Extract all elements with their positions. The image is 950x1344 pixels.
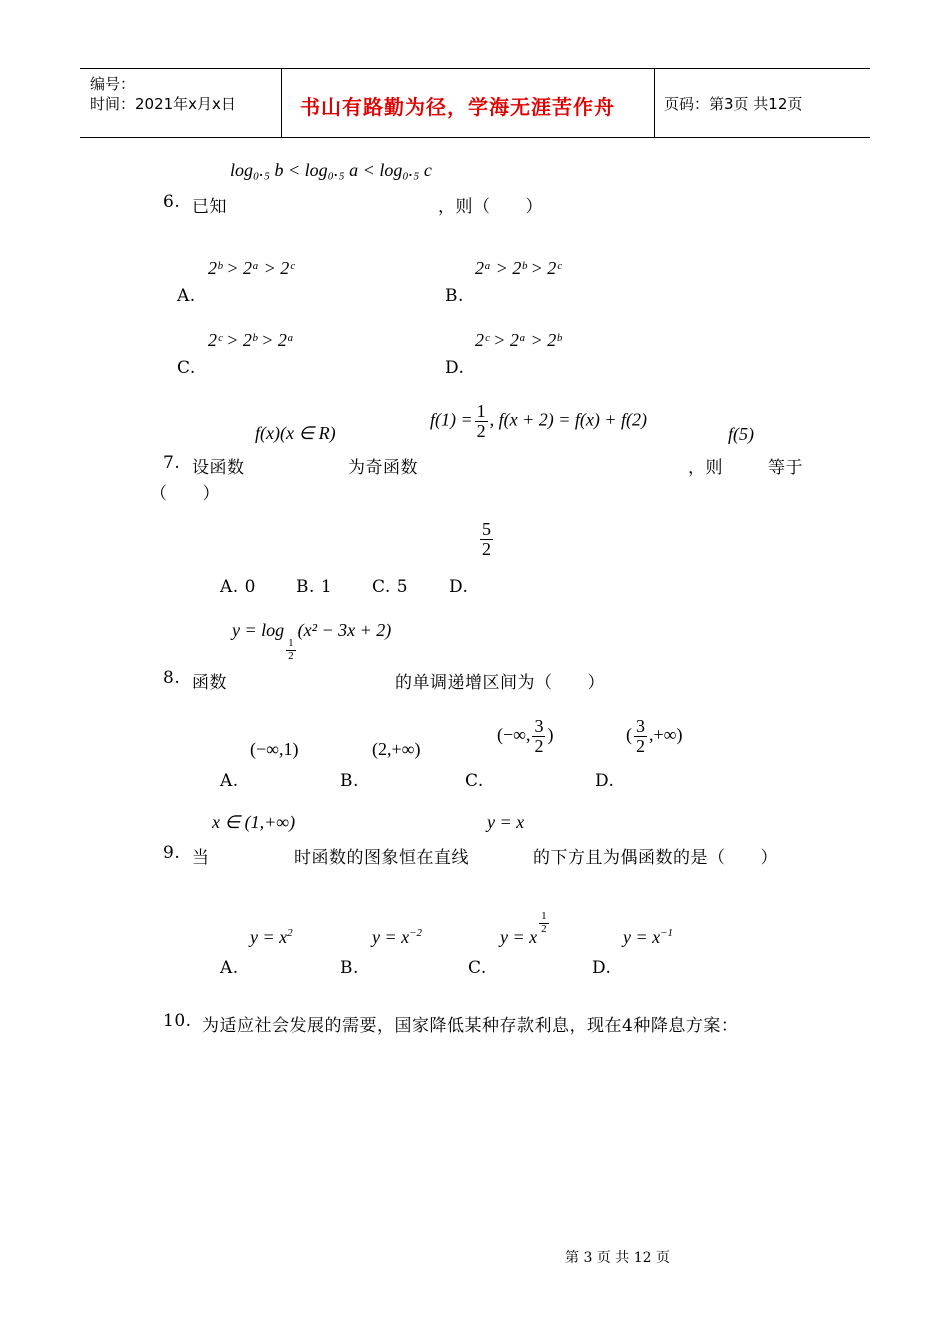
q9-option-d-math: $y = x^{-1}$ — [623, 927, 674, 947]
q6-condition-math: log₀.₅ b < log₀.₅ a < log₀.₅ c — [230, 160, 432, 180]
q6-option-d-label[interactable]: D. — [445, 358, 465, 378]
q9-option-c-label[interactable]: C. — [468, 958, 487, 978]
q6-option-a-label[interactable]: A. — [177, 286, 196, 306]
q7-option-b[interactable]: B. 1 — [296, 577, 333, 597]
q10-number: 10. — [163, 1011, 192, 1031]
q8-option-d-label[interactable]: D. — [595, 771, 615, 791]
header-motto: 书山有路勤为径，学海无涯苦作舟 — [300, 95, 615, 119]
q9-option-a-label[interactable]: A. — [220, 958, 239, 978]
q8-option-a-label[interactable]: A. — [220, 771, 239, 791]
q9-stem-c: 的下方且为偶函数的是（ ） — [533, 848, 778, 868]
q6-option-c-label[interactable]: C. — [177, 358, 196, 378]
page-header — [80, 68, 870, 138]
q9-option-d-label[interactable]: D. — [592, 958, 612, 978]
q9-option-c-math: y = x $\frac{1}{2}$ — [500, 910, 547, 947]
q6-stem-a: 已知 — [192, 197, 227, 217]
q6-option-b-math: 2ᵃ > 2ᵇ > 2ᶜ — [475, 258, 562, 278]
q8-option-d-math: ( $\frac{3}{2}$ ,+∞) — [626, 716, 683, 756]
document-number-label: 编号： — [90, 75, 136, 93]
q7-option-d[interactable]: D. — [449, 577, 469, 597]
q7-option-a[interactable]: A. 0 — [220, 577, 256, 597]
q9-number: 9. — [163, 843, 181, 863]
q9-stem-b: 时函数的图象恒在直线 — [294, 848, 469, 868]
q7-option-c[interactable]: C. 5 — [372, 577, 409, 597]
q9-option-a-math: $y = x^2$ — [250, 927, 293, 947]
page-footer: 第 3 页 共 12 页 — [565, 1250, 670, 1266]
q9-option-b-math: $y = x^{-2}$ — [372, 927, 423, 947]
q7-function-math: f(x)(x ∈ R) — [255, 423, 336, 443]
q6-option-b-label[interactable]: B. — [445, 286, 464, 306]
q7-stem-b: 为奇函数 — [348, 458, 418, 478]
document-time-label: 时间：2021年x月x日 — [90, 95, 236, 113]
q6-option-d-math: 2ᶜ > 2ᵃ > 2ᵇ — [475, 330, 562, 350]
q9-stem-a: 当 — [192, 848, 210, 868]
q6-option-c-math: 2ᶜ > 2ᵇ > 2ᵃ — [208, 330, 295, 350]
q7-option-d-fraction: $\frac{5}{2}$ — [482, 519, 491, 559]
q7-number: 7. — [163, 453, 181, 473]
q7-answer-paren: （ ） — [150, 484, 220, 504]
q6-stem-b: ，则（ ） — [438, 197, 543, 217]
header-divider — [654, 69, 655, 137]
q8-option-c-math: (−∞, $\frac{3}{2}$ ) — [497, 716, 554, 756]
q8-option-c-label[interactable]: C. — [465, 771, 484, 791]
q9-option-b-label[interactable]: B. — [340, 958, 359, 978]
q8-number: 8. — [163, 668, 181, 688]
q9-domain-math: x ∈ (1,+∞) — [212, 812, 296, 832]
q8-stem-b: 的单调递增区间为（ ） — [395, 673, 605, 693]
header-page-info: 页码：第3页 共12页 — [664, 95, 803, 113]
q7-stem-a: 设函数 — [192, 458, 245, 478]
q8-option-a-math: (−∞,1) — [250, 739, 299, 759]
q10-stem: 为适应社会发展的需要，国家降低某种存款利息，现在4种降息方案： — [202, 1016, 739, 1036]
q6-number: 6. — [163, 192, 181, 212]
q7-stem-c: ，则 — [688, 458, 723, 478]
q8-option-b-label[interactable]: B. — [340, 771, 359, 791]
q9-line-math: y = x — [487, 812, 525, 832]
q8-stem-a: 函数 — [192, 673, 227, 693]
q6-option-a-math: 2ᵇ > 2ᵃ > 2ᶜ — [208, 258, 295, 278]
header-divider — [281, 69, 282, 137]
q8-option-b-math: (2,+∞) — [372, 739, 421, 759]
q7-f5-math: f(5) — [728, 424, 754, 444]
q7-stem-d: 等于 — [768, 458, 803, 478]
q7-condition-math: f(1) = $\frac{1}{2}$ , f(x + 2) = f(x) + f(2) — [430, 401, 648, 441]
q8-function-math: y = log $\frac{1}{2}$ (x² − 3x + 2) — [232, 620, 392, 662]
